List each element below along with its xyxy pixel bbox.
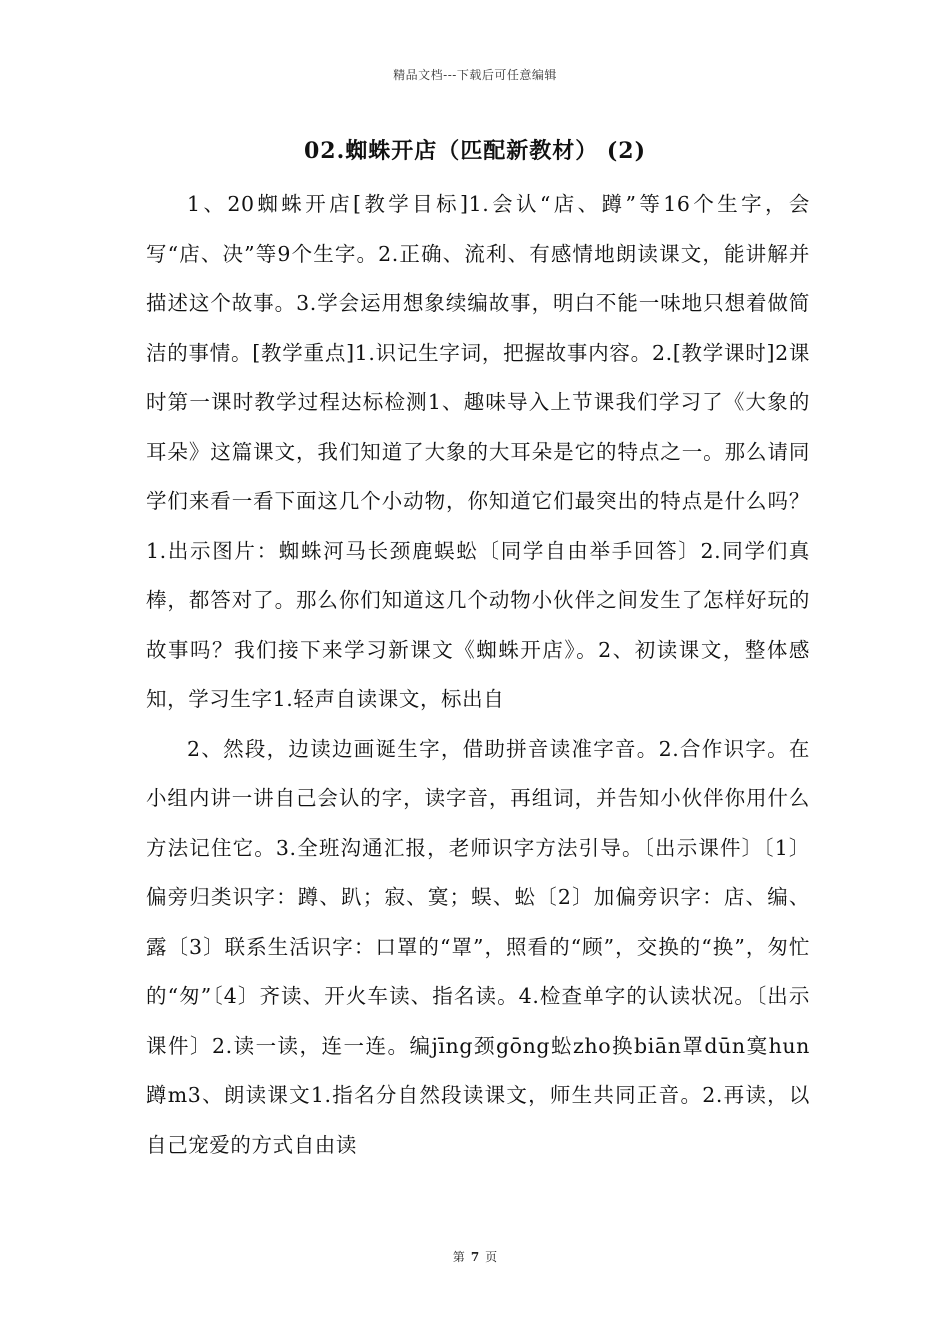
footer-prefix: 第 [452, 1250, 465, 1264]
document-title: 02.蜘蛛开店（匹配新教材） (2) [303, 138, 647, 164]
page-footer [0, 1248, 950, 1265]
paragraph-2: 2、然段，边读边画诞生字，借助拼音读准字音。2.合作识字。在小组内讲一讲自己会认的字，读字音，再组词，并告知小伙伴你用什么方法记住它。3.全班沟通汇报，老师识字方法引导。〔出示课件〕〔1〕偏旁归类识字：蹲、趴；寂、寞；蜈、蚣〔2〕加偏旁识字：店、编、露〔3〕联系生活识字：口罩的“罩”，照看的“顾”，交换的“换”，匆忙的“匆”〔4〕齐读、开火车读、指名读。4.检查单字的认读状况。〔出示课件〕2.读一读，连一连。编jīng颈gōng蚣zho换biān罩dūn寞hun蹲m3、朗读课文1.指名分自然段读课文，师生共同正音。2.再读，以自己宠爱的方式自由读 [146, 736, 810, 1157]
page-number: 7 [470, 1250, 480, 1264]
page-header: 精品文档---下载后可任意编辑 [393, 68, 557, 82]
document-body [146, 180, 810, 1170]
paragraph-1: 1、20蜘蛛开店[教学目标]1.会认“店、蹲”等16个生字，会写“店、决”等9个生字。2.正确、流利、有感情地朗读课文，能讲解并描述这个故事。3.学会运用想象续编故事，明白不能一味地只想着做简洁的事情。[教学重点]1.识记生字词，把握故事内容。2.[教学课时]2课时第一课时教学过程达标检测1、趣味导入上节课我们学习了《大象的耳朵》这篇课文，我们知道了大象的大耳朵是它的特点之一。那么请同学们来看一看下面这几个小动物，你知道它们最突出的特点是什么吗？1.出示图片：蜘蛛河马长颈鹿蜈蚣〔同学自由举手回答〕2.同学们真棒，都答对了。那么你们知道这几个动物小伙伴之间发生了怎样好玩的故事吗？我们接下来学习新课文《蜘蛛开店》。2、初读课文，整体感知，学习生字1.轻声自读课文，标出自 [146, 192, 810, 711]
footer-suffix: 页 [485, 1250, 498, 1264]
